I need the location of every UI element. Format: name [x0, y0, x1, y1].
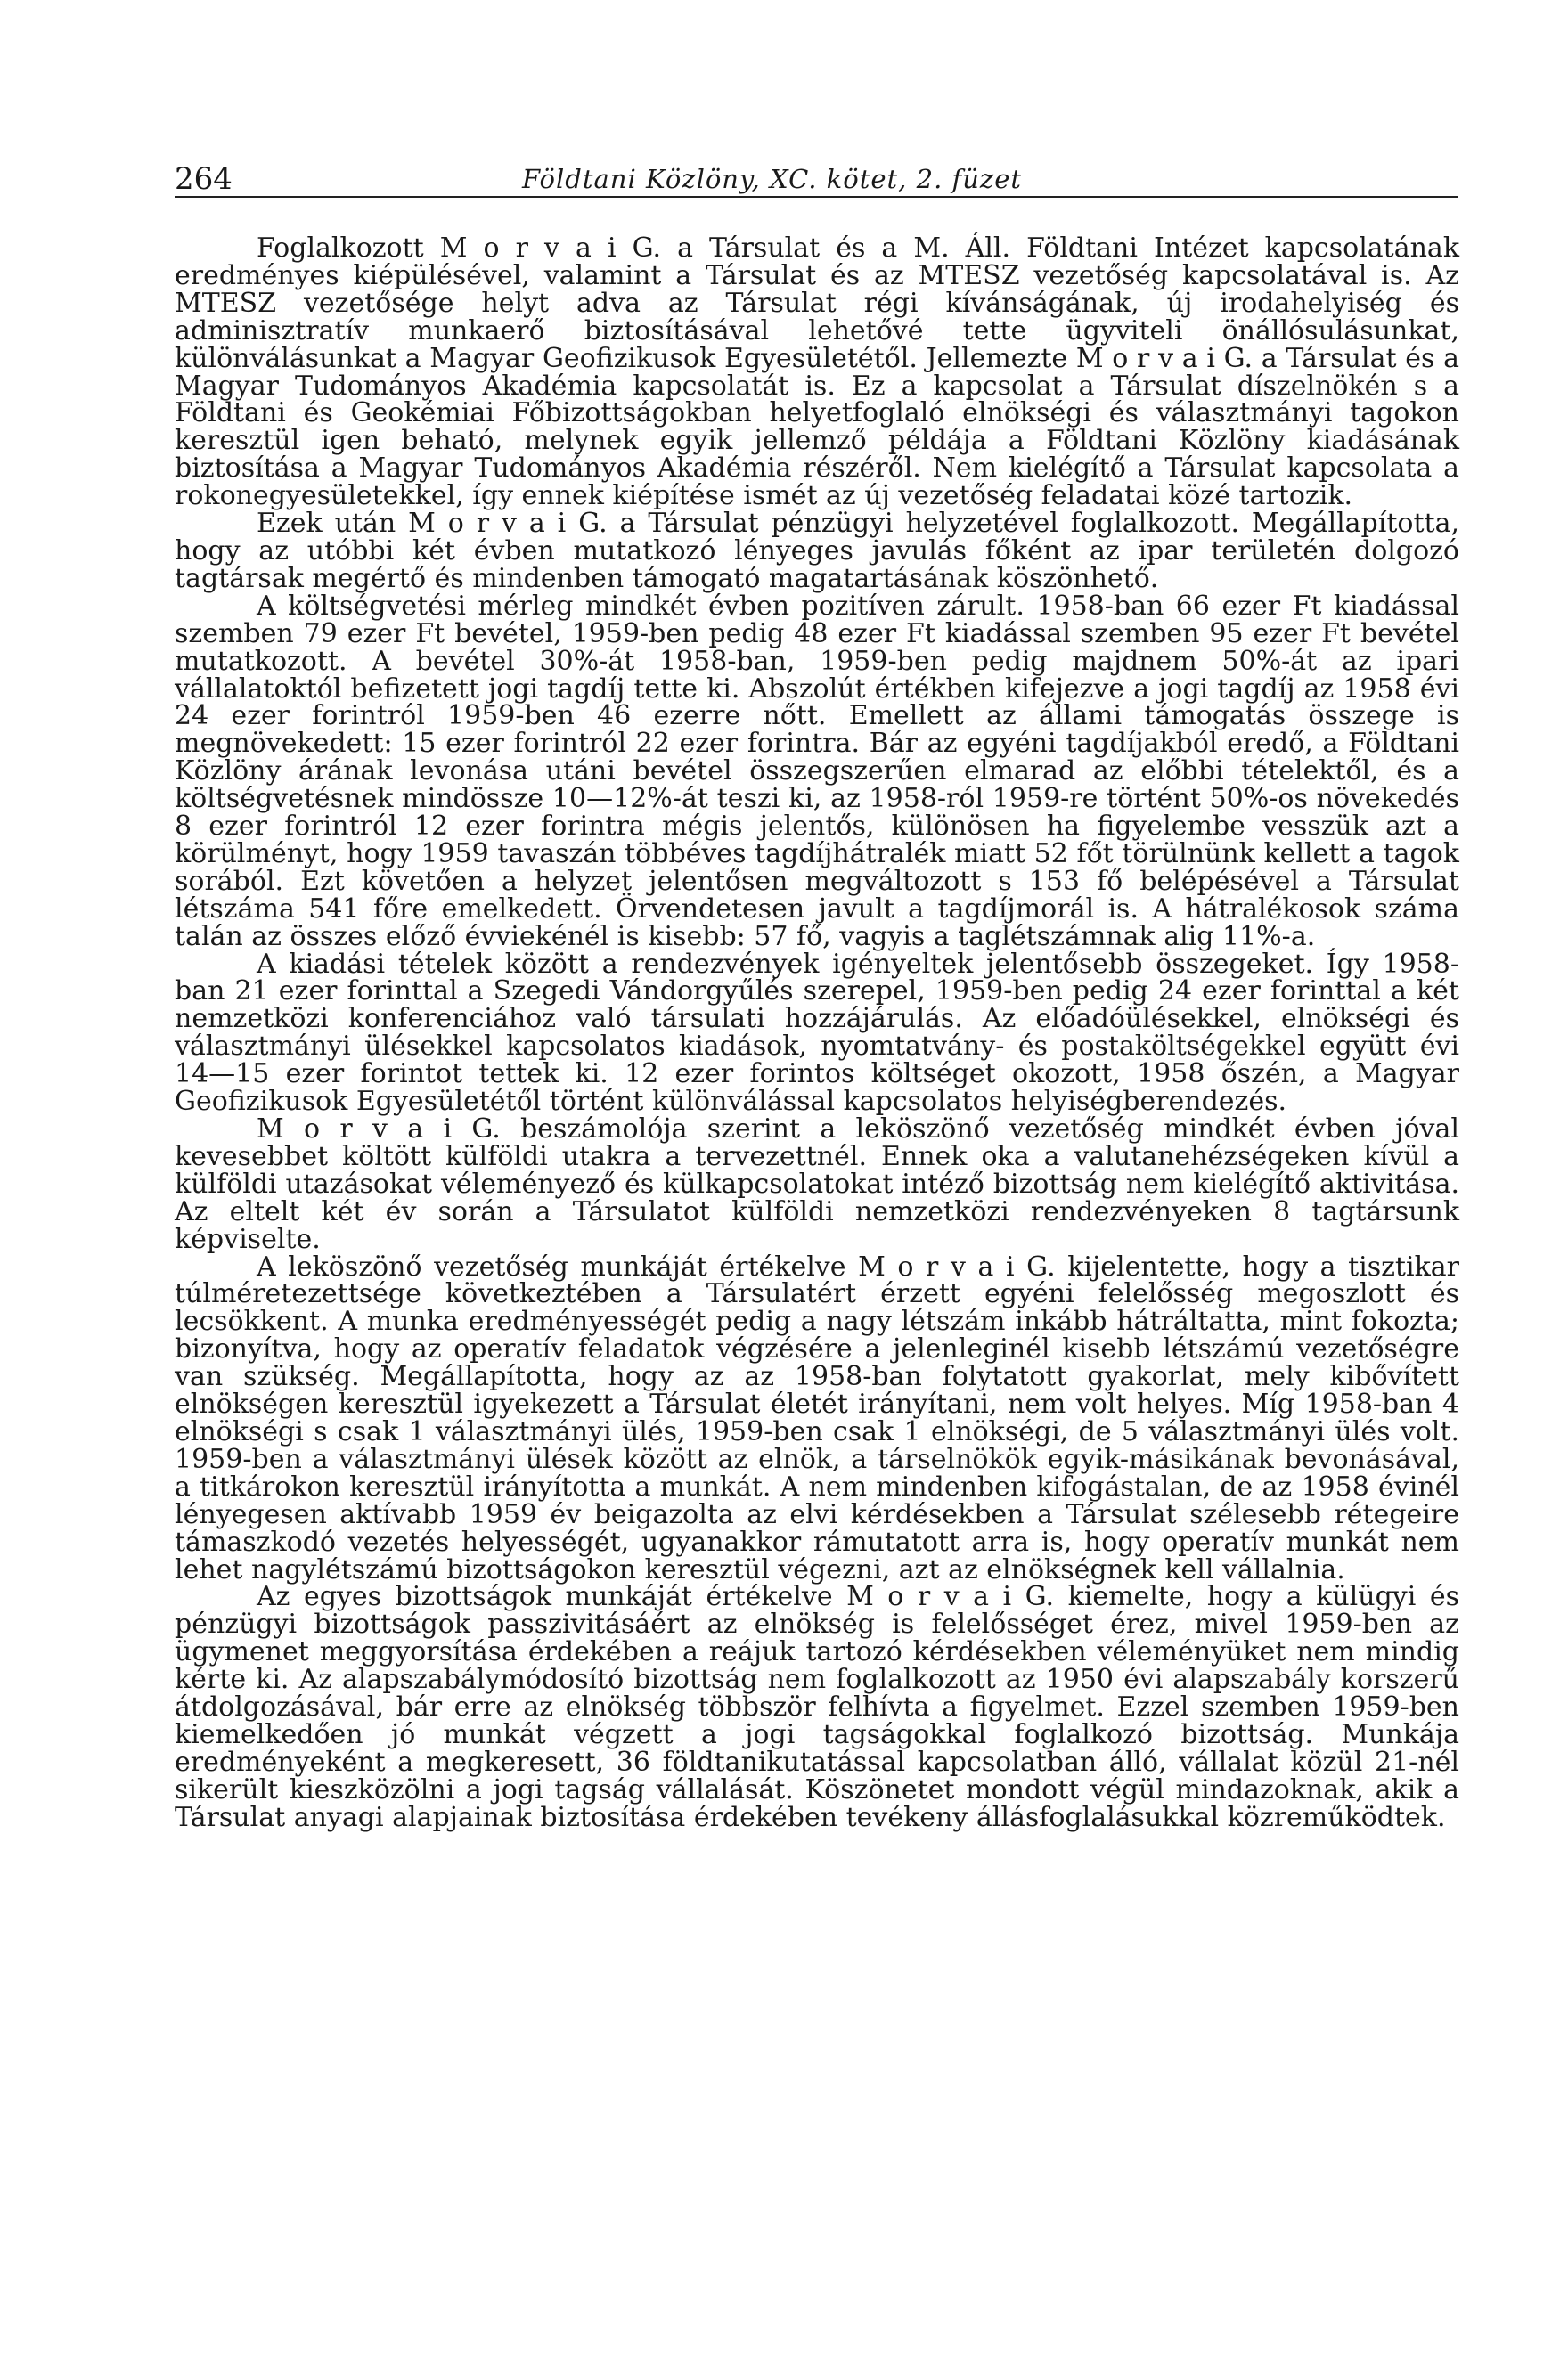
page-header	[175, 159, 1458, 201]
paragraph-5: M o r v a i G. beszámolója szerint a leköszönő vezetőség mindkét évben jóval kevesebbet költött külföldi utakra a tervezettnél. Ennek oka a valutanehézségeken kívül a külföldi utazásokat véleményező és külkapcsolatokat intéző bizottság nem kielégítő aktivitása. Az eltelt két év során a Társulatot külföldi nemzetközi rendezvényeken 8 tagtársunk képviselte.	[175, 1113, 1459, 1255]
paragraph-3: A költségvetési mérleg mindkét évben pozitíven zárult. 1958-ban 66 ezer Ft kiadással szemben 79 ezer Ft bevétel, 1959-ben pedig 48 ezer Ft kiadással szemben 95 ezer Ft bevétel mutatkozott. A bevétel 30%-át 1958-ban, 1959-ben pedig majdnem 50%-át az ipari vállalatoktól befizetett jogi tagdíj tette ki. Abszolút értékben kifejezve a jogi tagdíj az 1958 évi 24 ezer forintról 1959-ben 46 ezerre nőtt. Emellett az állami támogatás összege is megnövekedett: 15 ezer forintról 22 ezer forintra. Bár az egyéni tagdíjakból eredő, a Földtani Közlöny árának levonása utáni bevétel összegszerűen elmarad az előbbi tételektől, és a költségvetésnek mindössze 10—12%-át teszi ki, az 1958-ról 1959-re történt 50%-os növekedés 8 ezer forintról 12 ezer forintra mégis jelentős, különösen ha figyelembe vesszük azt a körülményt, hogy 1959 tavaszán többéves tagdíjhátralék miatt 52 főt törülnünk kellett a tagok sorából. Ezt követően a helyzet jelentősen megváltozott s 153 fő belépésével a Társulat létszáma 541 főre emelkedett. Örvendetesen javult a tagdíjmorál is. A hátralékosok száma talán az összes előző évviekénél is kisebb: 57 fő, vagyis a taglétszámnak alig 11%-a.	[175, 590, 1459, 952]
paragraph-2: Ezek után M o r v a i G. a Társulat pénzügyi helyzetével foglalkozott. Megállapította, hogy az utóbbi két évben mutatkozó lényeges javulás főként az ipar területén dolgozó tagtársak megértő és mindenben támogató magatartásának köszönhető.	[175, 508, 1459, 594]
body-text	[175, 232, 1459, 1833]
header-rule	[175, 196, 1458, 198]
running-title: Földtani Közlöny, XC. kötet, 2. füzet	[522, 164, 1023, 194]
paragraph-6: A leköszönő vezetőség munkáját értékelve M o r v a i G. kijelentette, hogy a tisztikar túlméretezettsége következtében a Társulatért érzett egyéni felelősség megoszlott és lecsökkent. A munka eredményességét pedig a nagy létszám inkább hátráltatta, mint fokozta; bizonyítva, hogy az operatív feladatok végzésére a jelenleginél kisebb létszámú vezetőségre van szükség. Megállapította, hogy az az 1958-ban folytatott gyakorlat, mely kibővített elnökségen keresztül igyekezett a Társulat életét irányítani, nem volt helyes. Míg 1958-ban 4 elnökségi s csak 1 választmányi ülés, 1959-ben csak 1 elnökségi, de 5 választmányi ülés volt. 1959-ben a választmányi ülések között az elnök, a társelnökök egyik-másikának bevonásával, a titkárokon keresztül irányította a munkát. A nem mindenben kifogástalan, de az 1958 évinél lényegesen aktívabb 1959 év beigazolta az elvi kérdésekben a Társulat szélesebb rétegeire támaszkodó vezetés helyességét, ugyanakkor rámutatott arra is, hogy operatív munkát nem lehet nagylétszámú bizottságokon keresztül végezni, azt az elnökségnek kell vállalnia.	[175, 1251, 1459, 1585]
paragraph-7: Az egyes bizottságok munkáját értékelve M o r v a i G. kiemelte, hogy a külügyi és pénzügyi bizottságok passzivitásáért az elnökség is felelősséget érez, mivel 1959-ben az ügymenet meggyorsítása érdekében a reájuk tartozó kérdésekben véleményüket nem mindig kérte ki. Az alapszabálymódosító bizottság nem foglalkozott az 1950 évi alapszabály korszerű átdolgozásával, bár erre az elnökség többször felhívta a figyelmet. Ezzel szemben 1959-ben kiemelkedően jó munkát végzett a jogi tagságokkal foglalkozó bizottság. Munkája eredményeként a megkeresett, 36 földtanikutatással kapcsolatban álló, vállalat közül 21-nél sikerült kieszközölni a jogi tagság vállalását. Köszönetet mondott végül mindazoknak, akik a Társulat anyagi alapjainak biztosítása érdekében tevékeny állásfoglalásukkal közreműködtek.	[175, 1581, 1459, 1833]
page-number: 264	[175, 161, 233, 197]
paragraph-4: A kiadási tételek között a rendezvények igényeltek jelentősebb összegeket. Így 1958-ban 21 ezer forinttal a Szegedi Vándorgyűlés szerepel, 1959-ben pedig 24 ezer forinttal a két nemzetközi konferenciához való társulati hozzájárulás. Az előadóülésekkel, elnökségi és választmányi ülésekkel kapcsolatos kiadások, nyomtatvány- és postaköltségekkel együtt évi 14—15 ezer forintot tettek ki. 12 ezer forintos költséget okozott, 1958 őszén, a Magyar Geofizikusok Egyesületétől történt különválással kapcsolatos helyiségberendezés.	[175, 948, 1459, 1118]
paragraph-1: Foglalkozott M o r v a i G. a Társulat és a M. Áll. Földtani Intézet kapcsolatának eredményes kiépülésével, valamint a Társulat és az MTESZ vezetőség kapcsolatával is. Az MTESZ vezetősége helyt adva az Társulat régi kívánságának, új irodahelyiség és adminisztratív munkaerő biztosításával lehetővé tette ügyviteli önállósulásunkat, különválásunkat a Magyar Geofizikusok Egyesületétől. Jellemezte M o r v a i G. a Társulat és a Magyar Tudományos Akadémia kapcsolatát is. Ez a kapcsolat a Társulat díszelnökén s a Földtani és Geokémiai Főbizottságokban helyetfoglaló elnökségi és választmányi tagokon keresztül igen beható, melynek egyik jellemző példája a Földtani Közlöny kiadásának biztosítása a Magyar Tudományos Akadémia részéről. Nem kielégítő a Társulat kapcsolata a rokonegyesületekkel, így ennek kiépítése ismét az új vezetőség feladatai közé tartozik.	[175, 232, 1459, 512]
